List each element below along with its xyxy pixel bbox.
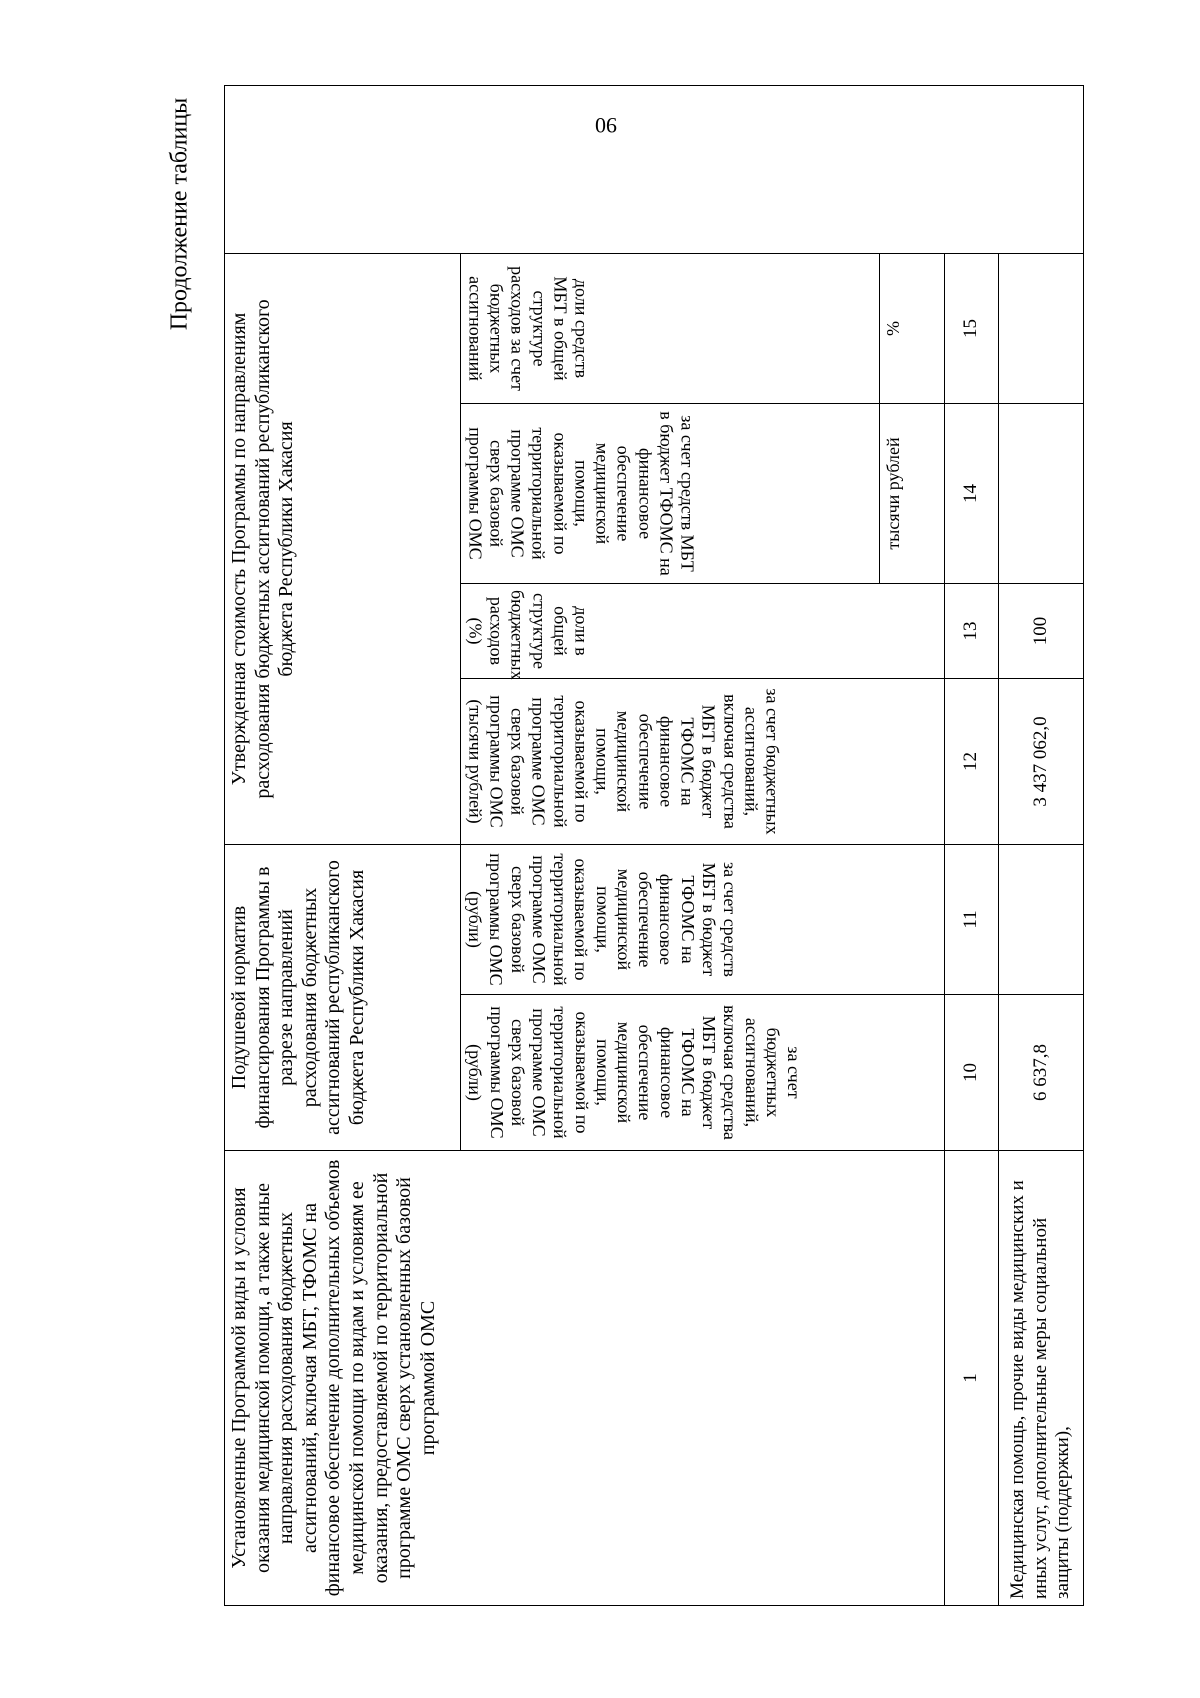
index-cell: 10 bbox=[944, 995, 998, 1151]
cell-c13: 100 bbox=[998, 583, 1083, 678]
column-index-row bbox=[944, 85, 998, 1605]
header-c10: за счет бюджетных ассигнований, включая средства МБТ в бюджет ТФОМС на финансовое обеспечение медицинской помощи, оказываемой по территориальной программе ОМС сверх базовой программы ОМС (рубли) bbox=[460, 995, 944, 1151]
header-col1: Установленные Программой виды и условия оказания медицинской помощи, а также иные направления расходования бюджетных ассигнований, включая МБТ, ТФОМС на финансовое обеспечение дополнительных объемов медицинской помощи по видам и условиям ее оказания, предоставляемой по территориальной программе ОМС сверх установленных базовой программой ОМС bbox=[225, 1151, 945, 1606]
index-cell: 15 bbox=[944, 253, 998, 403]
header-c13: доли в общей структуре бюджетных расходов (%) bbox=[460, 583, 944, 678]
page-number: 90 bbox=[595, 113, 617, 138]
cell-c12: 3 437 062,0 bbox=[998, 678, 1083, 844]
header-c15-unit: % bbox=[880, 253, 944, 403]
header-c14-unit: тысячи рублей bbox=[880, 403, 944, 583]
header-group-approved-cost: Утвержденная стоимость Программы по направлениям расходования бюджетных ассигнований республиканского бюджета Республики Хакасия bbox=[225, 253, 461, 844]
cell-c11 bbox=[998, 844, 1083, 994]
index-cell: 12 bbox=[944, 678, 998, 844]
table-row bbox=[998, 85, 1083, 1605]
index-cell: 1 bbox=[944, 1151, 998, 1606]
cell-c15 bbox=[998, 253, 1083, 403]
header-blank bbox=[225, 85, 1084, 253]
index-cell: 14 bbox=[944, 403, 998, 583]
index-cell: 13 bbox=[944, 583, 998, 678]
financing-table bbox=[224, 85, 1084, 1606]
header-c12: за счет бюджетных ассигнований, включая средства МБТ в бюджет ТФОМС на финансовое обеспечение медицинской помощи, оказываемой по территориальной программе ОМС сверх базовой программы ОМС (тысячи рублей) bbox=[460, 678, 944, 844]
header-group-per-capita: Подушевой норматив финансирования Программы в разрезе направлений расходования бюджетных ассигнований республиканского бюджета Республики Хакасия bbox=[225, 844, 461, 1150]
rotated-sheet bbox=[224, 86, 1084, 1606]
cell-c14 bbox=[998, 403, 1083, 583]
index-cell: 11 bbox=[944, 844, 998, 994]
row-label: Медицинская помощь, прочие виды медицинских и иных услуг, дополнительные меры социальной защиты (поддержки), bbox=[998, 1151, 1083, 1606]
cell-c10: 6 637,8 bbox=[998, 995, 1083, 1151]
caption: Продолжение таблицы bbox=[166, 97, 193, 331]
header-c14: за счет средств МБТ в бюджет ТФОМС на финансовое обеспечение медицинской помощи, оказываемой по территориальной программе ОМС сверх базовой программы ОМС bbox=[460, 403, 880, 583]
header-c11: за счет средств МБТ в бюджет ТФОМС на финансовое обеспечение медицинской помощи, оказываемой по территориальной программе ОМС сверх базовой программы ОМС (рубли) bbox=[460, 844, 944, 994]
header-c15: доли средств МБТ в общей структуре расходов за счет бюджетных ассигнований bbox=[460, 253, 880, 403]
